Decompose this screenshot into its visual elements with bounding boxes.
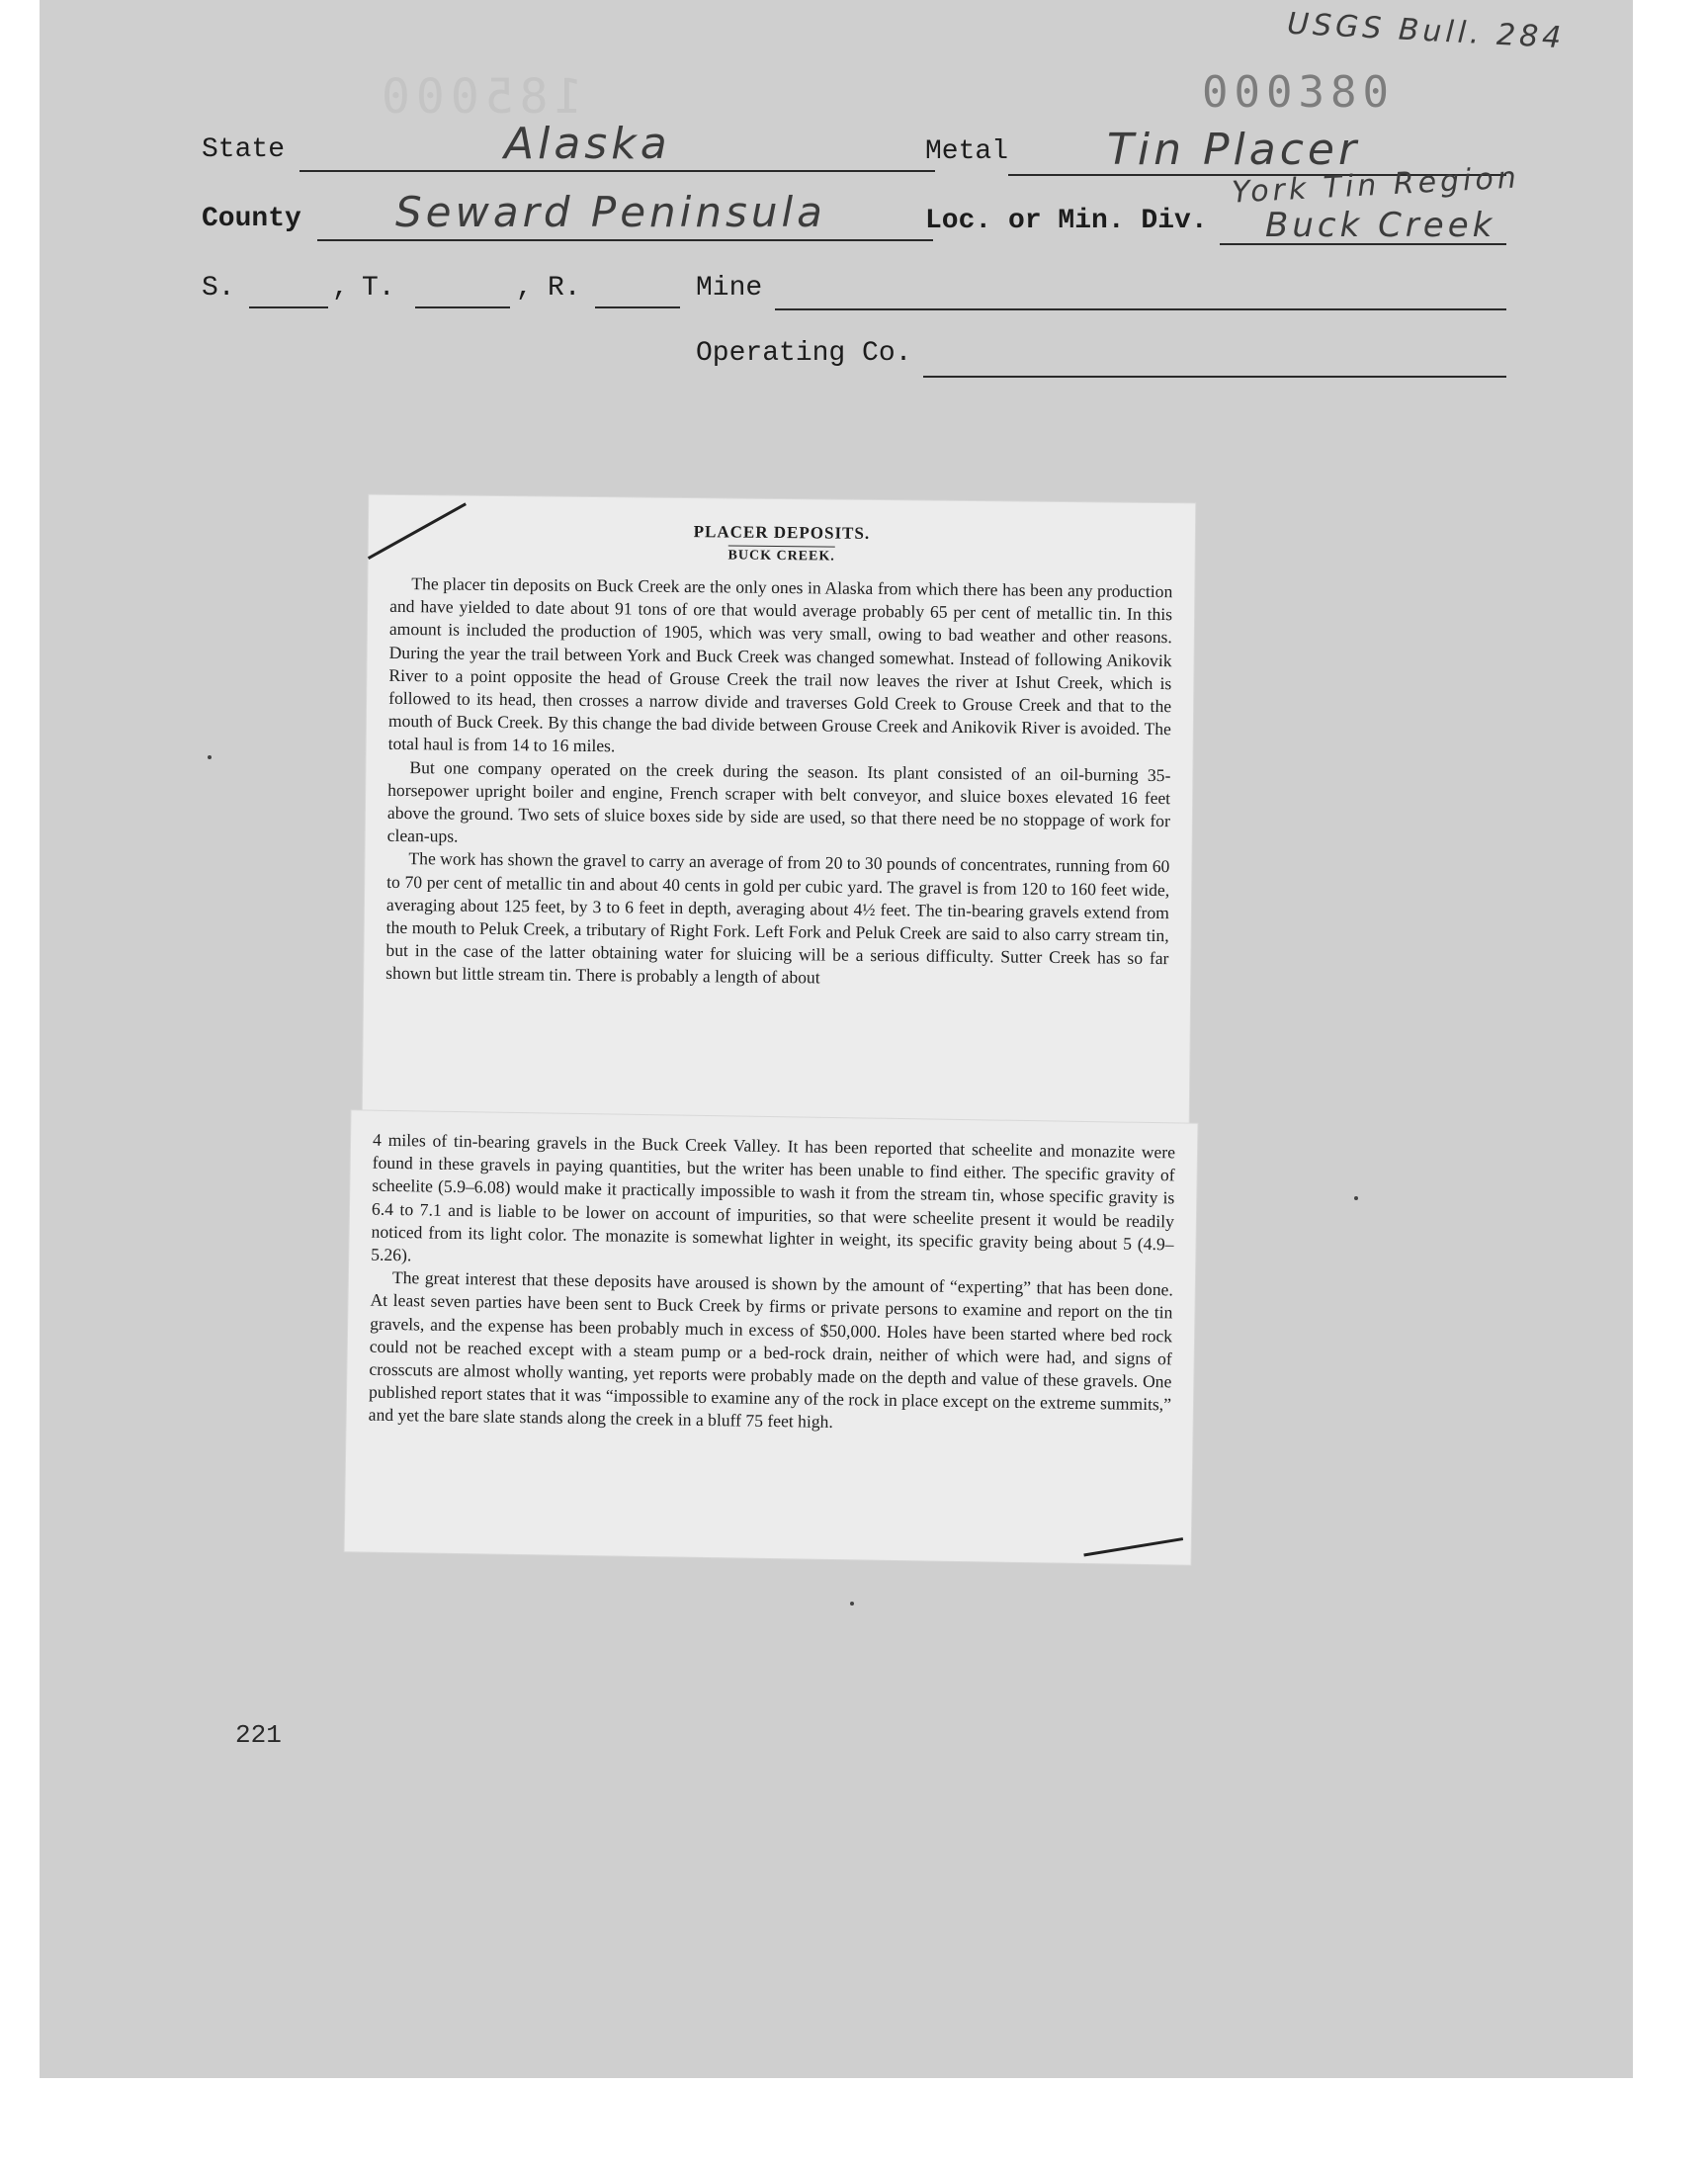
loc-value-line2: Buck Creek [1265,206,1496,245]
clipping-subheading: BUCK CREEK. [390,545,1173,568]
state-line [299,170,935,172]
clipping-part-2 [345,1110,1198,1564]
state-label: State [202,134,286,165]
corner-mark [363,495,472,566]
county-label: County [202,204,301,234]
faded-stamp-number: 185000 [376,69,583,125]
township-label: T. [362,273,395,304]
county-value: Seward Peninsula [395,188,826,236]
mine-line [775,308,1506,310]
clipping-paragraph: The work has shown the gravel to carry an average of from 20 to 30 pounds of concentrates, running from 60 to 70 per cent of metallic tin and about 40 cents in gold per cubic yard. The gravel is from 120 to 160 feet wide, averaging about 125 feet, by 3 to 6 feet in depth, averaging about 4½ feet. The tin-bearing gravels extend from the mouth to Peluk Creek, a tributary of Right Fork. Left Fork and Peluk Creek are said to also carry stream tin, but in the case of the latter obtaining water for sluicing will be a serious difficulty. Sutter Creek has so far shown but little stream tin. There is probably a length of about [385,848,1170,988]
speck [850,1602,854,1606]
operating-co-line [923,376,1506,378]
metal-value: Tin Placer [1107,125,1361,175]
serial-number: 000380 [1202,67,1395,118]
mine-label: Mine [696,273,763,304]
range-line [595,306,680,308]
clipping-paragraph: The great interest that these deposits have aroused is shown by the amount of “experting” that has been done. At least seven parties have been sent to Buck Creek by firms or private persons to examine and report on the tin gravels, and the expense has been probably much in excess of $50,000. Holes have been started where bed rock could not be reached except with a steam pump or a bed-rock drain, neither of which were had, and signs of crosscuts are almost wholly wanting, yet reports were probably made on the depth and value of these gravels. One published report states that it was “impossible to examine any of the rock in place except on the extreme summits,” and yet the bare slate stands along the creek in a bluff 75 feet high. [368,1267,1173,1433]
loc-label: Loc. or Min. Div. [925,206,1208,236]
document-sheet: USGS Bull. 284 185000 000380 State Alaska Metal Tin Placer County Seward Peninsula Loc. or Min. Div. York Tin Region Buck Creek S. , T. , R. Mine Operating Co. PLACER DEPOSITS. BUCK CREEK. The placer tin deposits on Buck Creek are the only ones in Alaska from which there has been any production and have yielded to date about 91 tons of ore that would average probably 65 per cent of metallic tin. In this amount is included the production of 1905, which was very small, owing to bad weather and other reasons. During the year the trail between York and Buck Creek was changed somewhat. Instead of following Anikovik River to a point opposite the head of Grouse Creek the trail now leaves the river at Ishut Creek, which is followed to its head, then crosses a narrow divide and traverses Gold Creek to Grouse Creek and that to the mouth of Buck Creek. By this change the bad divide between Grouse Creek and Anikovik River is avoided. The total haul is from 14 to 16 miles. But one company operated on the creek during the season. Its plant consisted of an oil-burning 35-horsepower upright boiler and engine, French scraper with belt conveyor, and sluice boxes elevated 16 feet above the ground. Two sets of sluice boxes side by side are used, so that there need be no stoppage of work for clean-ups. The work has shown the gravel to carry an average of from 20 to 30 pounds of concentrates, running from 60 to 70 per cent of metallic tin and about 40 cents in gold per cubic yard. The gravel is from 120 to 160 feet wide, averaging about 125 feet, by 3 to 6 feet in depth, averaging about 4½ feet. The tin-bearing gravels extend from the mouth to Peluk Creek, a tributary of Right Fork. Left Fork and Peluk Creek are said to also carry stream tin, but in the case of the latter obtaining water for sluicing will be a serious difficulty. Sutter Creek has so far shown but little stream tin. There is probably a length of about 4 miles of tin-bearing gravels in the Buck Creek Valley. It has been reported that scheelite and monazite were found in these gravels in paying quantities, but the writer has been unable to find either. The specific gravity of scheelite (5.9–6.08) would make it practically impossible to wash it from the stream tin, whose specific gravity is 6.4 to 7.1 and is liable to be lower on account of impurities, so that were scheelite present it would be readily noticed from its light color. The monazite is somewhat lighter in weight, its specific gravity being about 5 (4.9–5.26). The great interest that these deposits have aroused is shown by the amount of “experting” that has been done. At least seven parties have been sent to Buck Creek by firms or private persons to examine and report on the tin gravels, and the expense has been probably much in excess of $50,000. Holes have been started where bed rock could not be reached except with a steam pump or a bed-rock drain, neither of which were had, and signs of crosscuts are almost wholly wanting, yet reports were probably made on the depth and value of these gravels. One published report states that it was “impossible to examine any of the rock in place except on the extreme summits,” and yet the bare slate stands along the creek in a bluff 75 feet high. 221 [40,0,1633,2078]
clipping-paragraph: The placer tin deposits on Buck Creek are the only ones in Alaska from which there has been any production and have yielded to date about 91 tons of ore that would average probably 65 per cent of metallic tin. In this amount is included the production of 1905, which was very small, owing to bad weather and other reasons. During the year the trail between York and Buck Creek was changed somewhat. Instead of following Anikovik River to a point opposite the head of Grouse Creek the trail now leaves the river at Ishut Creek, which is followed to its head, then crosses a narrow divide and traverses Gold Creek to Grouse Creek and that to the mouth of Buck Creek. By this change the bad divide between Grouse Creek and Anikovik River is avoided. The total haul is from 14 to 16 miles. [387,573,1173,756]
clipping-part-1 [363,495,1196,1124]
loc-value-line1: York Tin Region [1231,160,1521,211]
range-label: R. [548,273,581,304]
clipping-paragraph: But one company operated on the creek during the season. Its plant consisted of an oil-burning 35-horsepower upright boiler and engine, French scraper with belt conveyor, and sluice boxes elevated 16 feet above the ground. Two sets of sluice boxes side by side are used, so that there need be no stoppage of work for clean-ups. [386,756,1171,846]
speck [1354,1196,1358,1200]
clipping-paragraph: 4 miles of tin-bearing gravels in the Buck Creek Valley. It has been reported that scheelite and monazite were found in these gravels in paying quantities, but the writer has been unable to find either. The specific gravity of scheelite (5.9–6.08) would make it practically impossible to wash it from the stream tin, whose specific gravity is 6.4 to 7.1 and is liable to be lower on account of impurities, so that were scheelite present it would be readily noticed from its light color. The monazite is somewhat lighter in weight, its specific gravity being about 5 (4.9–5.26). [371,1129,1176,1265]
section-line [249,306,328,308]
township-line [415,306,510,308]
page-number: 221 [235,1720,282,1750]
speck [208,755,212,759]
operating-co-label: Operating Co. [696,338,912,369]
section-label: S. [202,273,235,304]
source-note: USGS Bull. 284 [1286,6,1567,56]
county-line [317,239,933,241]
metal-label: Metal [925,136,1009,167]
corner-mark [1079,1531,1188,1563]
state-value: Alaska [504,119,671,169]
clipping-heading: PLACER DEPOSITS. [693,522,871,543]
